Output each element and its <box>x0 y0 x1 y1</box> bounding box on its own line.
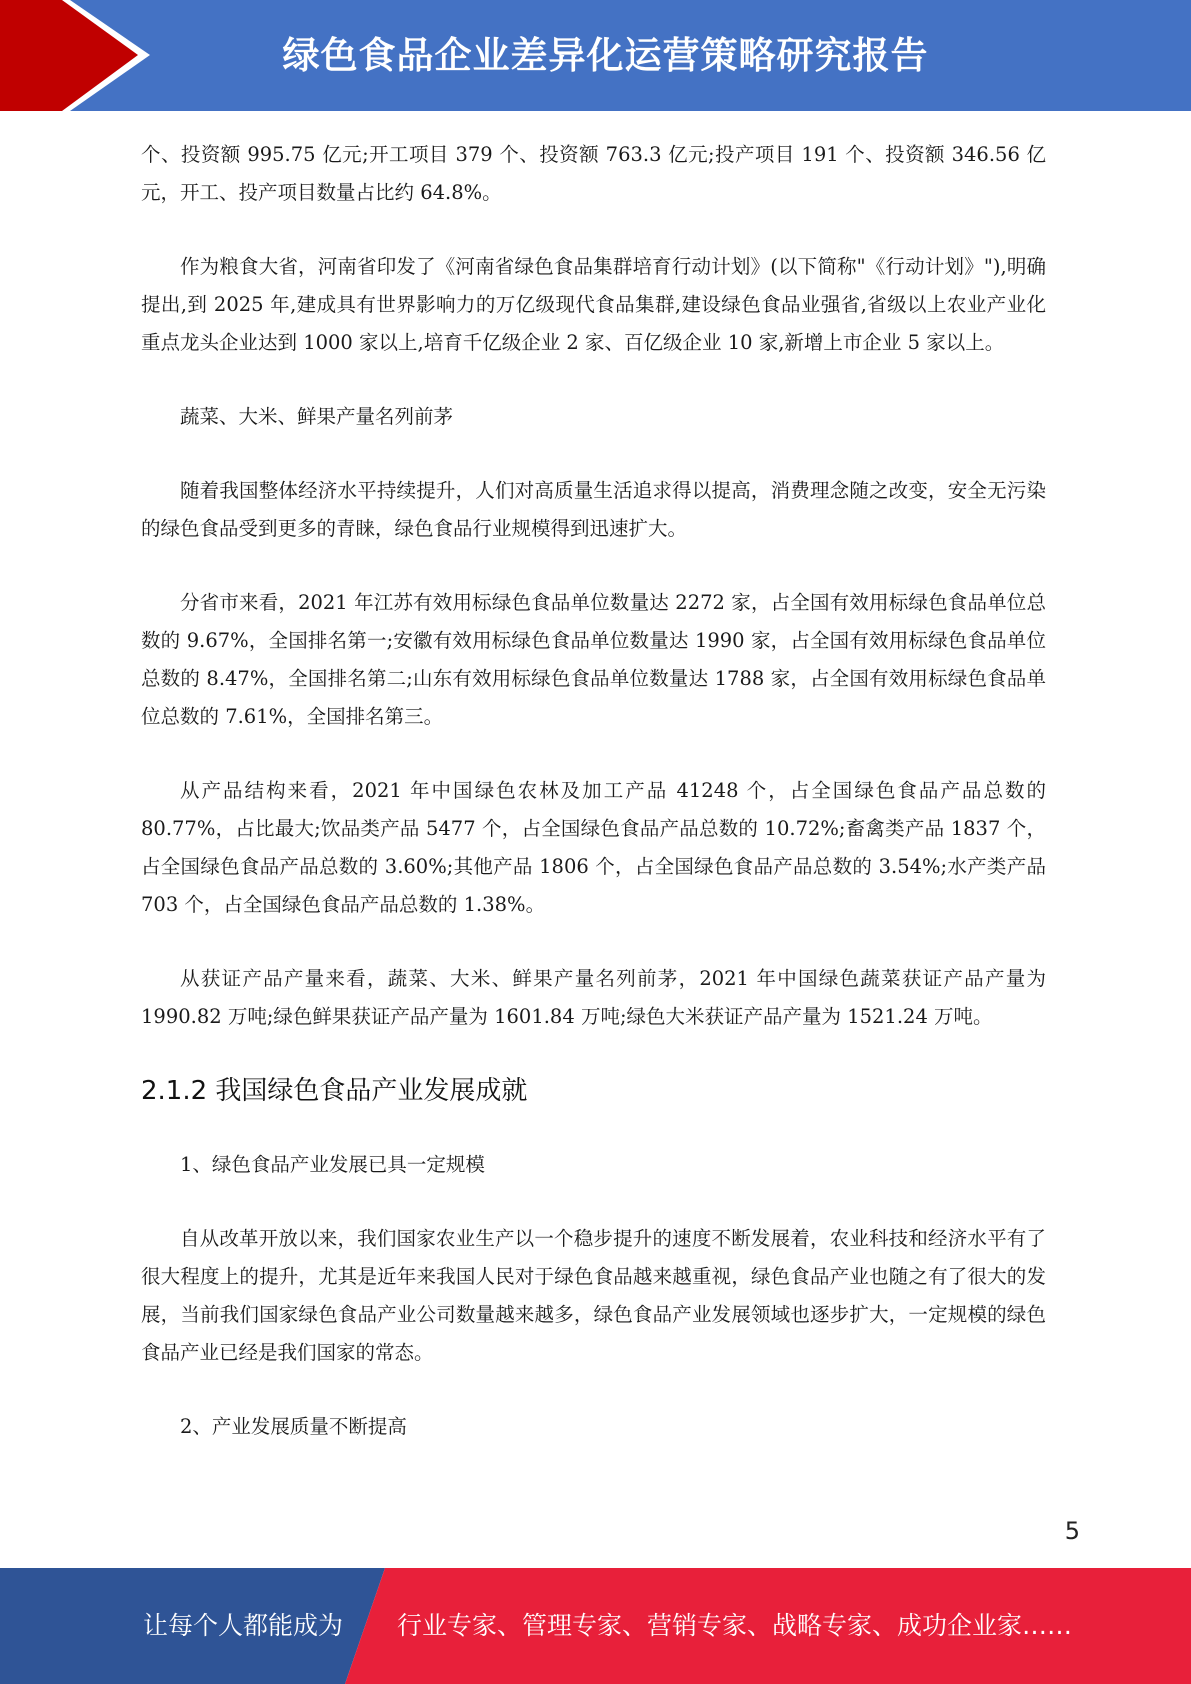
footer-slogan-left: 让每个人都能成为 <box>143 1611 344 1640</box>
paragraph-industry-scale: 自从改革开放以来，我们国家农业生产以一个稳步提升的速度不断发展着，农业科技和经济水平有了很大程度上的提升，尤其是近年来我国人民对于绿色食品越来越重视，绿色食品产业也随之有了很大的发展，当前我们国家绿色食品产业公司数量越来越多，绿色食品产业发展领域也逐步扩大，一定规模的绿色食品产业已经是我们国家的常态。 <box>141 1227 1046 1364</box>
report-title: 绿色食品企业差异化运营策略研究报告 <box>282 34 929 77</box>
paragraph-henan-plan: 作为粮食大省，河南省印发了《河南省绿色食品集群培育行动计划》(以下简称"《行动计划》"),明确提出,到 2025 年,建成具有世界影响力的万亿级现代食品集群,建设绿色食品业强省,省级以上农业产业化重点龙头企业达到 1000 家以上,培育千亿级企业 2 家、百亿级企业 10 家,新增上市企业 5 家以上。 <box>141 255 1046 354</box>
paragraph-investment-continued: 个、投资额 995.75 亿元;开工项目 379 个、投资额 763.3 亿元;投产项目 191 个、投资额 346.56 亿元，开工、投产项目数量占比约 64.8%。 <box>141 143 1046 204</box>
paragraph-subtitle-output: 蔬菜、大米、鲜果产量名列前茅 <box>180 405 454 428</box>
paragraph-province-ranking: 分省市来看，2021 年江苏有效用标绿色食品单位数量达 2272 家，占全国有效用标绿色食品单位总数的 9.67%，全国排名第一;安徽有效用标绿色食品单位数量达 1990 家，占全国有效用标绿色食品单位总数的 8.47%，全国排名第二;山东有效用标绿色食品单位数量达 1788 家，占全国有效用标绿色食品单位总数的 7.61%，全国排名第三。 <box>141 591 1046 728</box>
subsection-title-quality: 2、产业发展质量不断提高 <box>180 1415 407 1438</box>
footer-slogan-right: 行业专家、管理专家、营销专家、战略专家、成功企业家…… <box>397 1611 1073 1640</box>
footer-banner <box>0 1568 1191 1684</box>
report-header-banner <box>0 0 1191 111</box>
paragraph-certified-output: 从获证产品产量来看，蔬菜、大米、鲜果产量名列前茅，2021 年中国绿色蔬菜获证产品产量为 1990.82 万吨;绿色鲜果获证产品产量为 1601.84 万吨;绿色大米获证产品产量为 1521.24 万吨。 <box>141 967 1046 1028</box>
section-heading: 2.1.2 我国绿色食品产业发展成就 <box>141 1076 528 1106</box>
page-content <box>141 136 1046 1482</box>
page-number: 5 <box>1064 1517 1080 1545</box>
paragraph-product-structure: 从产品结构来看，2021 年中国绿色农林及加工产品 41248 个，占全国绿色食品产品总数的 80.77%，占比最大;饮品类产品 5477 个，占全国绿色食品产品总数的 10.72%;畜禽类产品 1837 个，占全国绿色食品产品总数的 3.60%;其他产品 1806 个，占全国绿色食品产品总数的 3.54%;水产类产品 703 个，占全国绿色食品产品总数的 1.38%。 <box>141 779 1046 916</box>
paragraph-market-growth: 随着我国整体经济水平持续提升，人们对高质量生活追求得以提高，消费理念随之改变，安全无污染的绿色食品受到更多的青睐，绿色食品行业规模得到迅速扩大。 <box>141 479 1046 540</box>
subsection-title-scale: 1、绿色食品产业发展已具一定规模 <box>180 1153 485 1176</box>
